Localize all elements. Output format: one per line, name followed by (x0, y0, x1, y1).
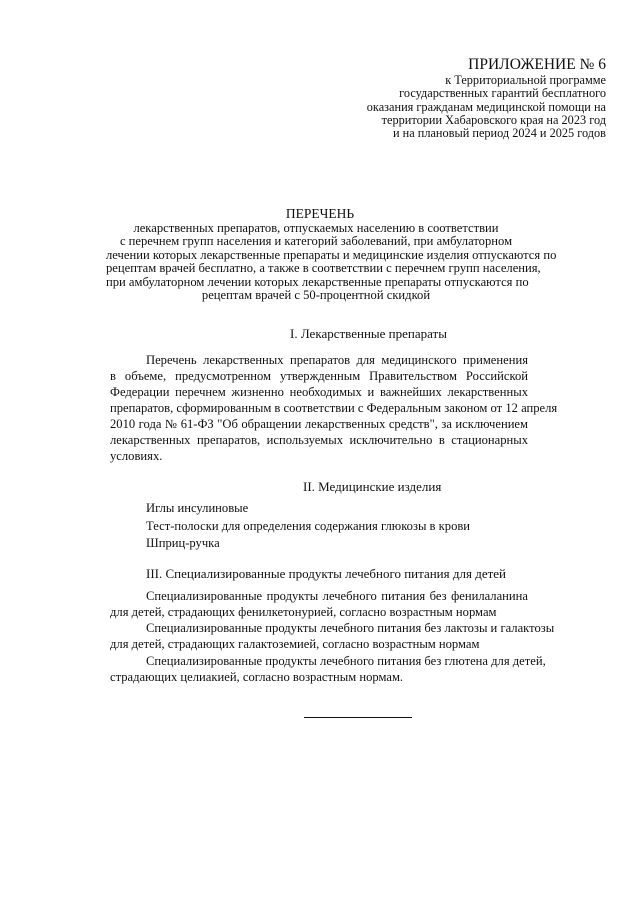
subtitle-line: рецептам врачей бесплатно, а также в соответствии с перечнем групп населения, (106, 261, 541, 276)
list-subtitle (106, 221, 557, 303)
annex-line: и на плановый период 2024 и 2025 годов (392, 126, 606, 141)
paragraph-line: Специализированные продукты лечебного питания без лактозы и галактозы (146, 621, 555, 635)
section-2-heading: II. Медицинские изделия (303, 479, 442, 494)
paragraph-line: препаратов, сформированным в соответствии с Федеральным законом от 12 апреля (110, 401, 558, 415)
closing-divider (304, 717, 412, 718)
subtitle-line: рецептам врачей с 50-процентной скидкой (201, 288, 431, 303)
paragraph-line: для детей, страдающих фенилкетонурией, согласно возрастным нормам (110, 605, 497, 619)
subtitle-line: лечении которых лекарственные препараты и медицинские изделия отпускаются по (106, 247, 557, 262)
section-3-heading: III. Специализированные продукты лечебного питания для детей (146, 566, 506, 581)
paragraph-line: лекарственных препаратов, используемых исключительно в стационарных (110, 433, 528, 447)
paragraph-line: 2010 года № 61-ФЗ "Об обращении лекарственных средств", за исключением (110, 417, 528, 431)
section-3-paragraph (110, 588, 528, 620)
paragraph-line: для детей, страдающих галактоземией, согласно возрастным нормам (110, 637, 480, 651)
paragraph-line: в объеме, предусмотренном утвержденным Правительством Российской (110, 369, 528, 383)
paragraph-line: Специализированные продукты лечебного питания без глютена для детей, (146, 654, 546, 668)
list-item: Шприц-ручка (146, 536, 220, 550)
section-1-paragraph (110, 352, 558, 464)
annex-line: территории Хабаровского края на 2023 год (381, 112, 606, 127)
paragraph-line: страдающих целиакией, согласно возрастным нормам. (110, 670, 404, 684)
annex-header (367, 56, 606, 140)
section-1-heading: I. Лекарственные препараты (290, 326, 447, 341)
paragraph-line: Федерации перечнем жизненно необходимых и важнейших лекарственных (110, 385, 528, 399)
subtitle-line: лекарственных препаратов, отпускаемых населению в соответствии (133, 221, 499, 235)
paragraph-line: Перечень лекарственных препаратов для медицинского применения (146, 353, 528, 367)
list-item: Иглы инсулиновые (146, 501, 249, 515)
annex-title: ПРИЛОЖЕНИЕ № 6 (468, 56, 606, 73)
paragraph-line: условиях. (110, 449, 163, 463)
list-item: Тест-полоски для определения содержания глюкозы в крови (146, 519, 471, 533)
annex-line: к Территориальной программе (445, 73, 606, 87)
annex-line: оказания гражданам медицинской помощи на (366, 99, 606, 114)
list-title: ПЕРЕЧЕНЬ (285, 206, 355, 221)
subtitle-line: при амбулаторном лечении которых лекарственные препараты отпускаются по (106, 274, 529, 289)
section-3-paragraph (110, 653, 546, 685)
subtitle-line: с перечнем групп населения и категорий заболеваний, при амбулаторном (119, 234, 513, 249)
paragraph-line: Специализированные продукты лечебного питания без фенилаланина (146, 589, 528, 603)
annex-line: государственных гарантий бесплатного (399, 86, 606, 101)
section-3-paragraph (110, 620, 555, 652)
